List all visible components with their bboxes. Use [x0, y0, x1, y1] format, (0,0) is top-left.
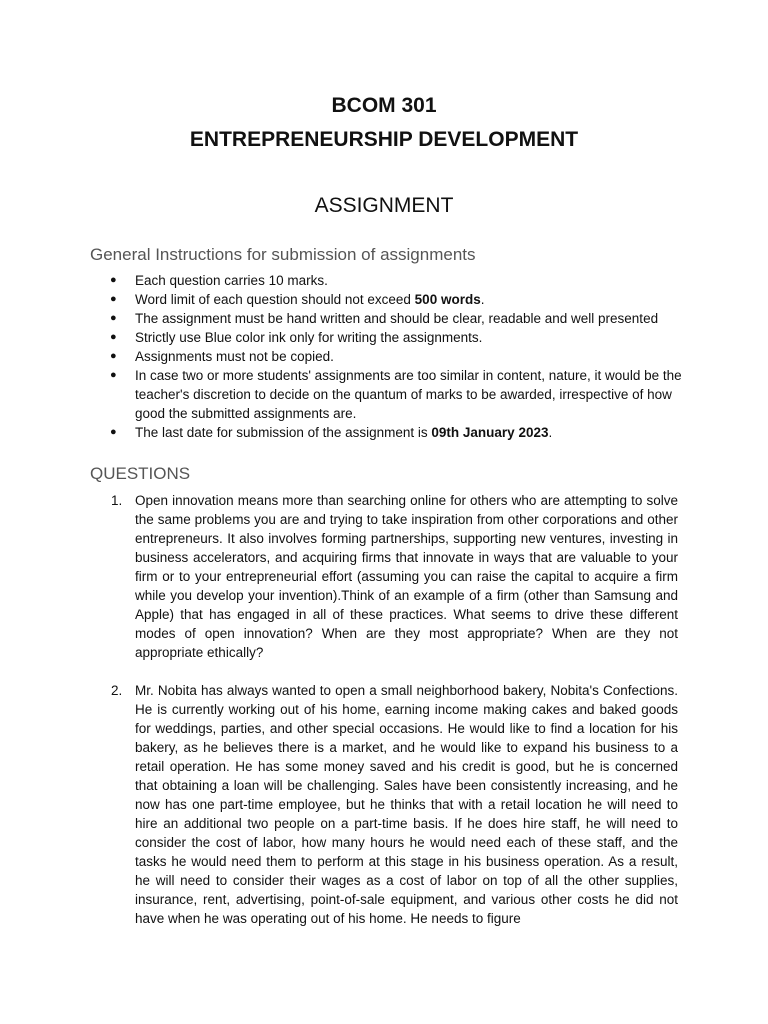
- instruction-text: In case two or more students' assignments are too similar in content, nature, it would be the teacher's discretion to decide on the quantum of marks to be awarded, irrespective of how good the submitted assignments are.: [135, 368, 682, 421]
- instructions-list: [90, 271, 690, 442]
- list-item: [90, 309, 690, 328]
- bullet-icon: ●: [110, 293, 117, 305]
- questions-heading: QUESTIONS: [90, 464, 191, 483]
- bullet-icon: ●: [110, 331, 117, 343]
- course-code: BCOM 301: [331, 94, 437, 117]
- question-item: [90, 491, 678, 662]
- question-number: 2.: [111, 683, 123, 698]
- instruction-text-end: .: [480, 292, 485, 307]
- instruction-text: Each question carries 10 marks.: [135, 273, 328, 288]
- bullet-icon: ●: [110, 312, 117, 324]
- instruction-text-end: .: [548, 425, 553, 440]
- question-item: [90, 681, 678, 928]
- bullet-icon: ●: [110, 274, 117, 286]
- list-item: [90, 290, 690, 309]
- last-date-value: 09th January 2023: [431, 425, 549, 440]
- bullet-icon: ●: [110, 350, 117, 362]
- question-text: Mr. Nobita has always wanted to open a small neighborhood bakery, Nobita's Confections. He is currently working out of his home, earning income making cakes and baked goods for weddings, parties, and other special occasions. He would like to find a location for his bakery, as he believes there is a market, and he would like to expand his business to a retail operation. He has some money saved and his credit is good, but he is concerned that obtaining a loan will be challenging. Sales have been consistently increasing, and he now has one part-time employee, but he thinks that with a retail location he will need to hire an additional two people on a part-time basis. If he does hire staff, he will need to consider the cost of labor, how many hours he would need each of these staff, and the tasks he would need them to perform at this stage in his business operation. As a result, he will need to consider their wages as a cost of labor on top of all the other supplies, insurance, rent, advertising, point-of-sale equipment, and various other costs he did not have when he was operating out of his home. He needs to figure: [135, 683, 678, 926]
- instruction-text: The assignment must be hand written and should be clear, readable and well presented: [135, 311, 659, 326]
- list-item: [90, 423, 690, 442]
- list-item: [90, 347, 690, 366]
- question-list: [90, 681, 678, 928]
- word-limit-value: 500 words: [414, 292, 481, 307]
- assignment-heading: ASSIGNMENT: [314, 194, 454, 217]
- question-text: Open innovation means more than searching online for others who are attempting to solve the same problems you are and trying to take inspiration from other corporations and other entrepreneurs. It also involves forming partnerships, supporting new ventures, investing in business accelerators, and acquiring firms that innovate in ways that are valuable to your firm or to your entrepreneurial effort (assuming you can raise the capital to acquire a firm while you develop your invention).Think of an example of a firm (other than Samsung and Apple) that has engaged in all of these practices. What seems to drive these different modes of open innovation? When are they most appropriate? When are they not appropriate ethically?: [135, 493, 678, 660]
- list-item: [90, 271, 690, 290]
- list-item: [90, 328, 690, 347]
- question-number: 1.: [111, 493, 123, 508]
- instruction-text: Assignments must not be copied.: [135, 349, 334, 364]
- list-item: [90, 366, 690, 423]
- instruction-text: Word limit of each question should not exceed: [135, 292, 415, 307]
- course-title: ENTREPRENEURSHIP DEVELOPMENT: [189, 128, 579, 151]
- instruction-text: The last date for submission of the assignment is: [135, 425, 432, 440]
- instruction-text: Strictly use Blue color ink only for writing the assignments.: [135, 330, 483, 345]
- bullet-icon: ●: [110, 426, 117, 438]
- bullet-icon: ●: [110, 369, 117, 381]
- question-list: [90, 491, 678, 662]
- instructions-heading: General Instructions for submission of assignments: [90, 245, 476, 264]
